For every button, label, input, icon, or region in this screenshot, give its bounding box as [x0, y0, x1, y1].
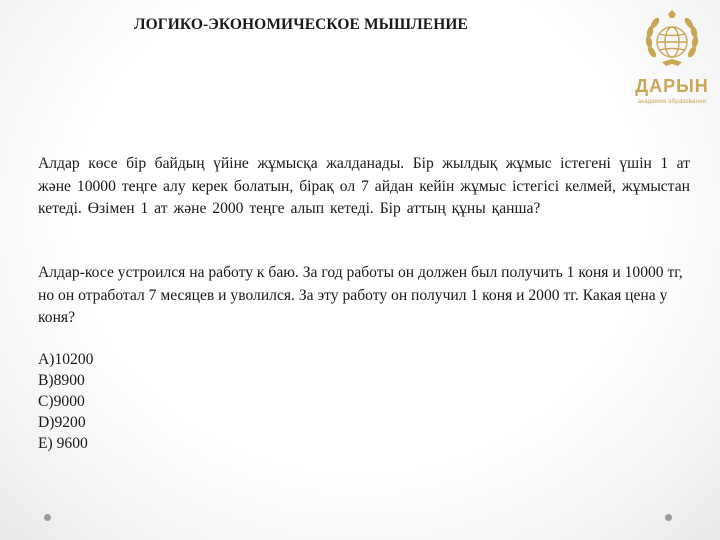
answer-option-e: E) 9600 [38, 435, 88, 452]
decorative-dot-right [665, 514, 672, 521]
answer-options [38, 349, 93, 454]
answer-option-d: D)9200 [38, 414, 86, 431]
question-kazakh: Алдар көсе бір байдың үйіне жұмысқа жалданады. Бір жылдық жұмыс істегені үшін 1 ат және 10000 теңге алу керек болатын, бірақ ол 7 айдан кейін жұмыс істегісі келмей, жұмыстан кетеді. Өзімен 1 ат және 2000 теңге алып кетеді. Бір аттың құны қанша? [38, 155, 690, 217]
question-russian: Алдар-косе устроился на работу к баю. За год работы он должен был получить 1 коня и 10000 тг, но он отработал 7 месяцев и уволился. За эту работу он получил 1 коня и 2000 тг. Какая цена у коня? [38, 264, 683, 326]
answer-option-a: A)10200 [38, 351, 94, 368]
logo-name: ДАРЫН [635, 76, 709, 96]
laurel-globe-emblem-icon [628, 10, 716, 80]
answer-option-c: C)9000 [38, 393, 85, 410]
decorative-dot-left [44, 514, 51, 521]
answer-option-b: B)8900 [38, 372, 85, 389]
darin-logo [628, 10, 716, 116]
logo-subtitle: академия образования [637, 99, 707, 105]
slide-title: ЛОГИКО-ЭКОНОМИЧЕСКОЕ МЫШЛЕНИЕ [134, 16, 468, 33]
